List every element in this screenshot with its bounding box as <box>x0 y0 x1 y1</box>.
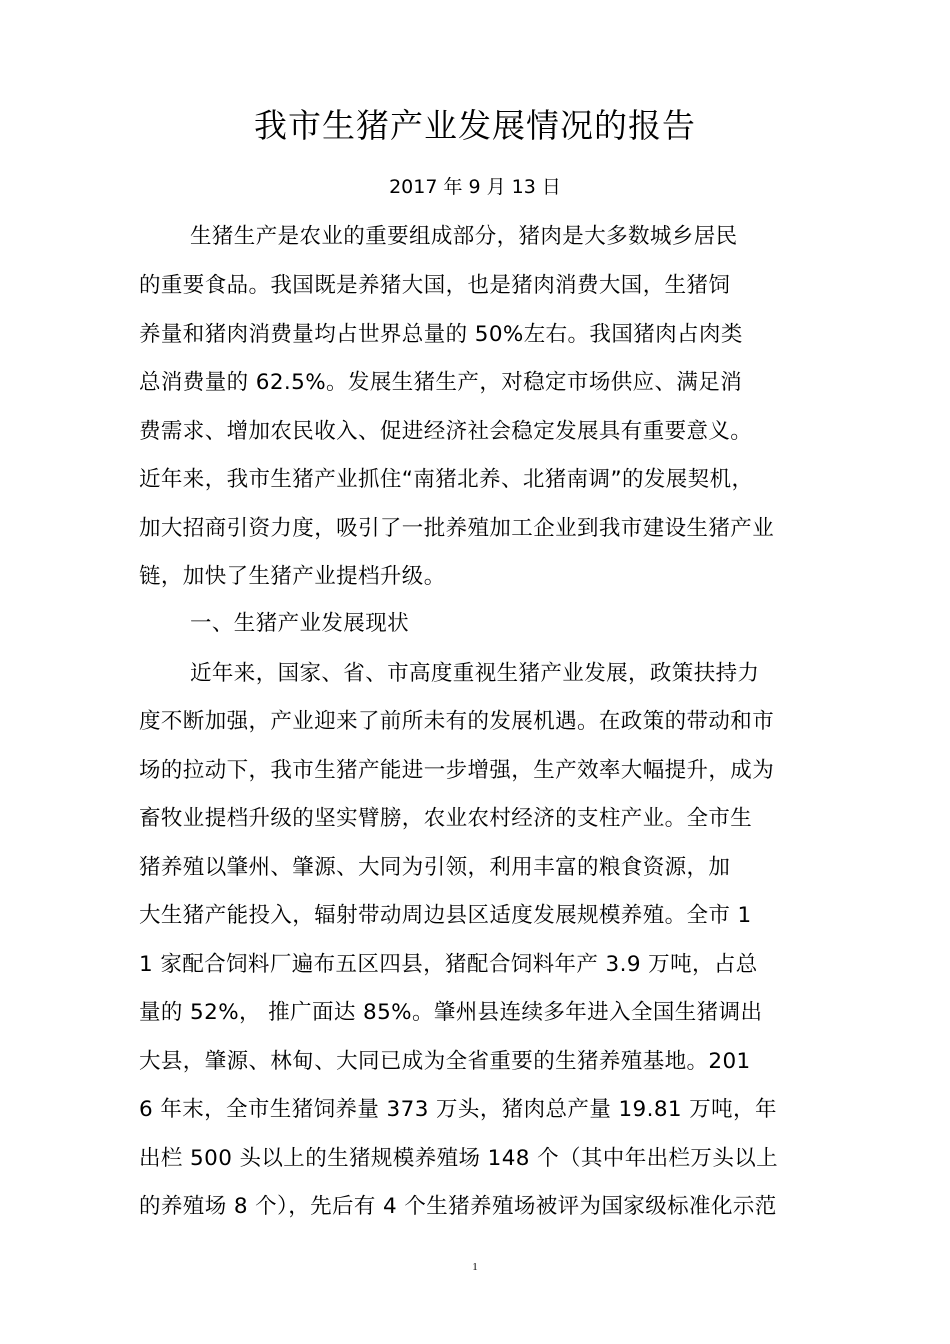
body-line-2: 的重要食品。我国既是养猪大国，也是猪肉消费大国，生猪饲 <box>139 273 731 298</box>
body-line-15: 1 家配合饲料厂遍布五区四县，猪配合饲料年产 3.9 万吨，占总 <box>139 952 758 977</box>
body-line-5: 费需求、增加农民收入、促进经济社会稳定发展具有重要意义。 <box>139 419 753 444</box>
body-line-17: 大县，肇源、林甸、大同已成为全省重要的生猪养殖基地。201 <box>139 1049 751 1074</box>
page-number: 1 <box>472 1261 478 1273</box>
body-line-3: 养量和猪肉消费量均占世界总量的 50%左右。我国猪肉占肉类 <box>139 322 743 347</box>
body-line-1: 生猪生产是农业的重要组成部分，猪肉是大多数城乡居民 <box>190 224 738 249</box>
body-line-16: 量的 52%， 推广面达 85%。肇州县连续多年进入全国生猪调出 <box>139 1000 763 1025</box>
document-date: 2017 年 9 月 13 日 <box>389 176 561 198</box>
body-line-8: 链，加快了生猪产业提档升级。 <box>139 564 446 589</box>
body-line-11: 场的拉动下，我市生猪产能进一步增强，生产效率大幅提升，成为 <box>139 758 775 783</box>
body-line-4: 总消费量的 62.5%。发展生猪生产，对稳定市场供应、满足消 <box>139 370 743 395</box>
body-line-7: 加大招商引资力度，吸引了一批养殖加工企业到我市建设生猪产业 <box>139 516 775 541</box>
body-line-9: 近年来，国家、省、市高度重视生猪产业发展，政策扶持力 <box>190 661 760 686</box>
body-line-12: 畜牧业提档升级的坚实臂膀，农业农村经济的支柱产业。全市生 <box>139 806 753 831</box>
document-title: 我市生猪产业发展情况的报告 <box>254 106 696 145</box>
body-line-18: 6 年末，全市生猪饲养量 373 万头，猪肉总产量 19.81 万吨，年 <box>139 1097 777 1122</box>
body-line-14: 大生猪产能投入，辐射带动周边县区适度发展规模养殖。全市 1 <box>139 903 752 928</box>
body-line-19: 出栏 500 头以上的生猪规模养殖场 148 个（其中年出栏万头以上 <box>139 1146 779 1171</box>
body-line-10: 度不断加强，产业迎来了前所未有的发展机遇。在政策的带动和市 <box>139 709 775 734</box>
body-line-6: 近年来，我市生猪产业抓住“南猪北养、北猪南调”的发展契机， <box>139 467 754 492</box>
body-line-20: 的养殖场 8 个），先后有 4 个生猪养殖场被评为国家级标准化示范 <box>139 1194 777 1219</box>
body-line-13: 猪养殖以肇州、肇源、大同为引领，利用丰富的粮食资源，加 <box>139 855 731 880</box>
section-heading-1: 一、生猪产业发展现状 <box>190 611 410 636</box>
